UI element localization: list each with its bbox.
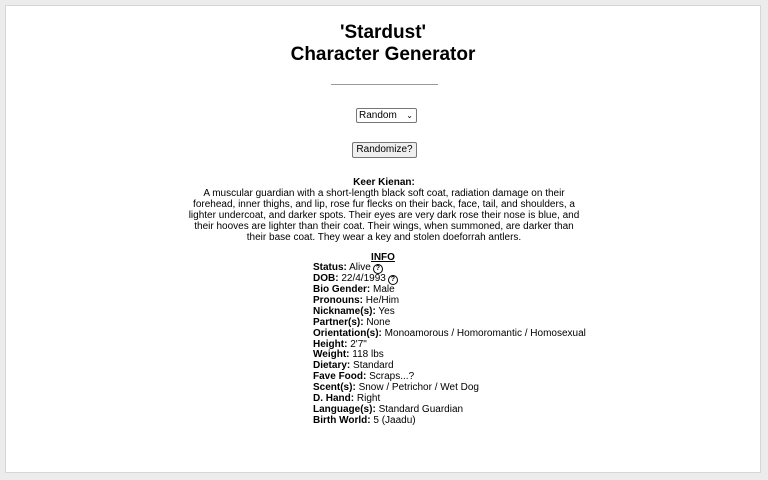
info-row-value: 5 (Jaadu)	[373, 414, 416, 426]
info-row-value: Alive	[349, 262, 371, 273]
randomize-button[interactable]: Randomize?	[352, 142, 417, 158]
info-row-label: Scent(s):	[313, 382, 356, 394]
info-row-label: Partner(s):	[313, 316, 364, 328]
page-title-line1: 'Stardust'	[339, 22, 427, 43]
page-title	[6, 22, 760, 66]
chevron-down-icon: ⌄	[406, 111, 413, 120]
character-description: A muscular guardian with a short-length black soft coat, radiation damage on their forehead, inner thighs, and lip, rose fur flecks on their back, face, tail, and shoulders, a lighter undercoat, and darker spots. Their eyes are very dark rose their nose is blue, and their hooves are lighter than their coat. Their wings, when summoned, are darker than their base coat. They wear a key and stolen doeforrah antlers.	[188, 188, 580, 243]
info-row-label: Orientation(s):	[313, 327, 382, 339]
character-description-block	[184, 177, 584, 243]
info-row-label: Pronouns:	[313, 294, 363, 306]
info-row-value: Snow / Petrichor / Wet Dog	[358, 382, 479, 394]
info-row	[313, 416, 586, 427]
info-row-value: None	[366, 316, 391, 328]
info-row-value: Monoamorous / Homoromantic / Homosexual	[384, 327, 586, 339]
info-row-label: Status:	[313, 262, 347, 273]
character-name: Keer Kienan:	[353, 177, 415, 188]
info-row-label: Nickname(s):	[313, 305, 376, 317]
info-row-value: 118 lbs	[352, 349, 384, 361]
info-row-label: Language(s):	[313, 403, 376, 415]
info-row-value: Scraps...?	[369, 371, 415, 383]
page-title-line2: Character Generator	[290, 44, 476, 65]
info-row-value: Right	[356, 393, 381, 405]
info-row-label: Fave Food:	[313, 371, 367, 383]
generator-select[interactable]	[356, 108, 417, 123]
help-icon[interactable]: ?	[388, 275, 398, 285]
info-row-value: Standard Guardian	[378, 403, 464, 415]
page	[5, 5, 761, 473]
info-row-value: Male	[373, 284, 395, 295]
info-row-value: Yes	[378, 305, 395, 317]
info-row-label: Dietary:	[313, 360, 351, 372]
info-row-label: Weight:	[313, 349, 350, 361]
generator-select-value: Random	[359, 110, 397, 121]
info-row-value: Standard	[353, 360, 394, 372]
info-row-label: Height:	[313, 338, 348, 350]
divider	[331, 84, 438, 85]
info-row-value: 22/4/1993	[341, 273, 386, 284]
info-row-label: Bio Gender:	[313, 284, 371, 295]
help-icon[interactable]: ?	[373, 264, 383, 274]
info-row-value: 2'7"	[350, 338, 367, 350]
info-row-label: Birth World:	[313, 414, 371, 426]
info-row-value: He/Him	[365, 294, 400, 306]
info-row-label: DOB:	[313, 273, 339, 284]
info-row-label: D. Hand:	[313, 393, 355, 405]
info-heading: INFO	[371, 252, 395, 263]
info-list	[313, 263, 586, 427]
